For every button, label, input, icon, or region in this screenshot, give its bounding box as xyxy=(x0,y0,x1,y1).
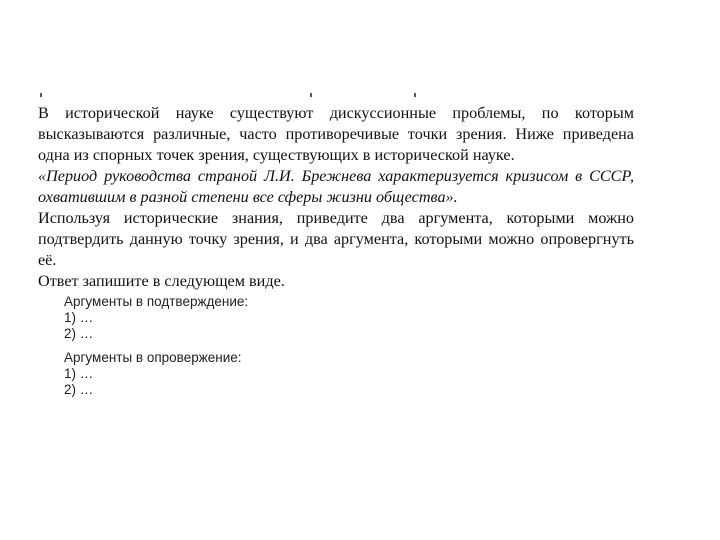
refute-arguments-heading: Аргументы в опровержение: xyxy=(64,350,242,365)
scan-artifact-mark xyxy=(310,93,312,97)
support-argument-item: 2) … xyxy=(64,326,94,341)
task-text xyxy=(38,103,634,398)
scan-artifact-mark xyxy=(40,93,42,97)
support-argument-item: 1) … xyxy=(64,310,94,325)
intro-paragraph: В исторической науке существуют дискуссионные проблемы, по которым высказываются различные, часто противоречивые точки зрения. Ниже приведена одна из спорных точек зрения, существующих в исторической науке. xyxy=(38,104,634,164)
refute-argument-item: 2) … xyxy=(64,382,94,397)
refute-argument-item: 1) … xyxy=(64,366,94,381)
task-paragraph: Используя исторические знания, приведите два аргумента, которыми можно подтвердить данную точку зрения, и два аргумента, которыми можно опровергнуть её. xyxy=(38,209,634,269)
scan-artifact-mark xyxy=(414,93,416,97)
support-arguments-heading: Аргументы в подтверждение: xyxy=(64,294,249,309)
quoted-viewpoint: «Период руководства страной Л.И. Брежнева характеризуется кризисом в СССР, охватившим в разной степени все сферы жизни общества». xyxy=(38,167,634,206)
support-arguments-block xyxy=(64,294,634,398)
answer-instruction: Ответ запишите в следующем виде. xyxy=(38,272,285,290)
